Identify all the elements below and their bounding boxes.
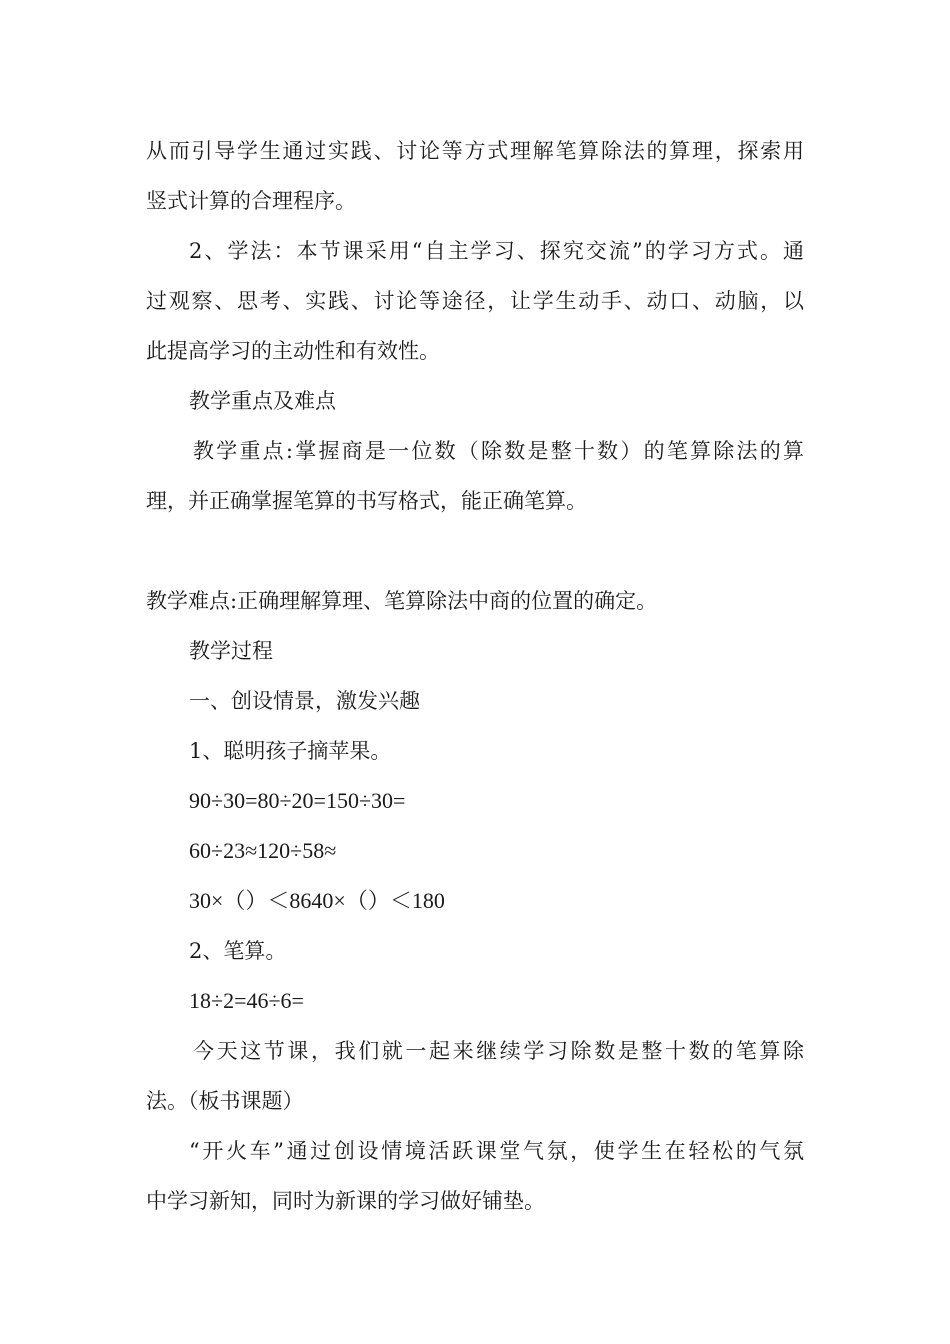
paragraph-line: 竖式计算的合理程序。 [146,189,356,213]
paragraph-line: 法。（板书课题） [146,1089,304,1113]
paragraph-line: 中学习新知，同时为新课的学习做好铺垫。 [146,1189,545,1213]
paragraph-line: 理，并正确掌握笔算的书写格式，能正确笔算。 [146,489,587,513]
equation-line: 90÷30=80÷20=150÷30= [189,788,406,813]
section-heading: 一、创设情景，激发兴趣 [189,689,420,713]
paragraph-line: 教学难点:正确理解算理、笔算除法中商的位置的确定。 [146,589,658,613]
list-item: 2、笔算。 [189,939,287,963]
paragraph-line: “开火车”通过创设情境活跃课堂气氛，使学生在轻松的气氛 [189,1139,804,1163]
equation-line: 60÷23≈120÷58≈ [189,838,337,863]
list-item: 1、聪明孩子摘苹果。 [189,739,392,763]
equation-line: 30×（）＜8640×（）＜180 [189,888,445,913]
paragraph-line: 从而引导学生通过实践、讨论等方式理解笔算除法的算理，探索用 [146,139,804,163]
paragraph-line: 教学重点:掌握商是一位数（除数是整十数）的笔算除法的算 [193,439,804,463]
equation-line: 18÷2=46÷6= [189,988,304,1013]
section-heading: 教学过程 [189,639,273,663]
paragraph-line: 2、学法：本节课采用“自主学习、探究交流”的学习方式。通 [189,239,804,263]
paragraph-line: 此提高学习的主动性和有效性。 [146,339,440,363]
paragraph-line: 过观察、思考、实践、讨论等途径，让学生动手、动口、动脑，以 [146,289,804,313]
section-heading: 教学重点及难点 [189,389,336,413]
paragraph-line: 今天这节课，我们就一起来继续学习除数是整十数的笔算除 [193,1039,804,1063]
